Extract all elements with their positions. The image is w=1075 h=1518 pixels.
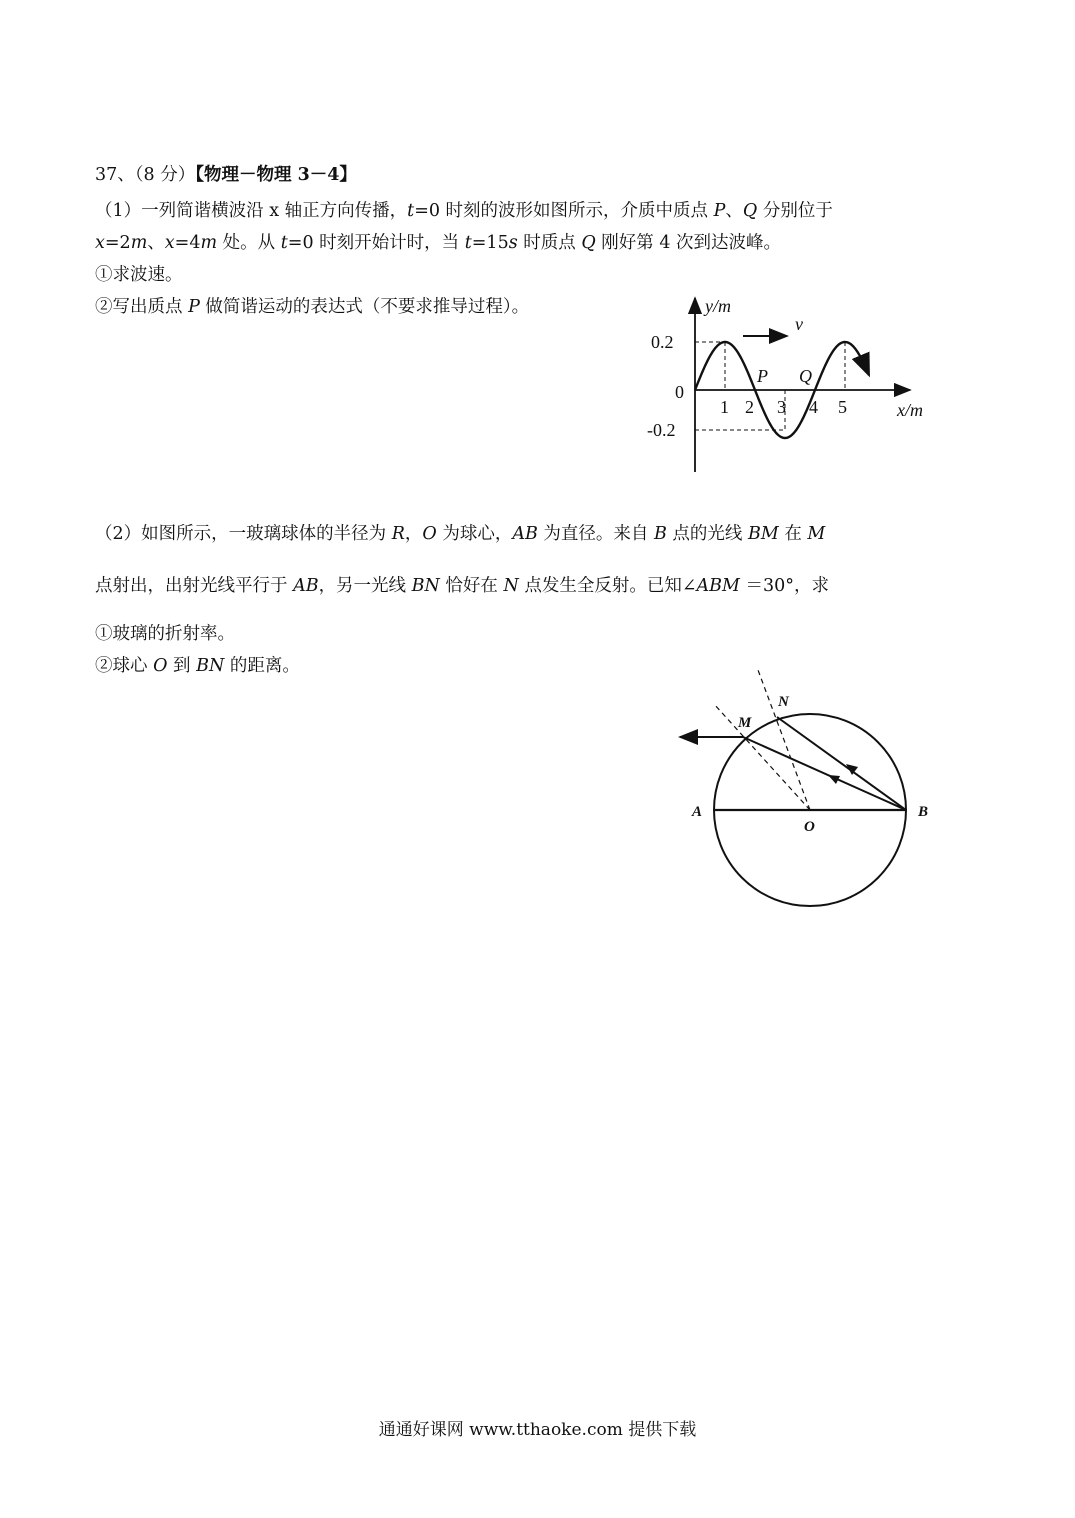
question-header [95, 163, 357, 187]
text: 为球心， [436, 524, 513, 544]
text: ，另一光线 [318, 576, 412, 596]
text: =0 时刻的波形如图所示，介质中质点 [414, 201, 714, 221]
ray-BN [777, 717, 906, 810]
text: 分别位于 [757, 201, 833, 221]
text: 恰好在 [439, 576, 504, 596]
x-tick-4: 4 [809, 397, 818, 417]
var-P: P [713, 201, 726, 221]
var-x: x [95, 233, 105, 253]
point-Q-label: Q [799, 366, 812, 386]
var-Q: Q [581, 233, 596, 253]
var-N: N [503, 576, 519, 596]
part2-sub2 [95, 654, 300, 678]
normal-ON [758, 670, 810, 810]
normal-OM [714, 704, 810, 810]
var-t: t [280, 233, 288, 253]
point-P-label: P [757, 366, 768, 386]
text: （1）一列简谐横波沿 x 轴正方向传播， [95, 201, 408, 221]
var-ABM: ABM [696, 576, 740, 596]
label-A: A [692, 804, 703, 820]
text: ＝30°，求 [739, 576, 830, 596]
part2-sub1: ①玻璃的折射率。 [95, 624, 235, 644]
text: 在 [778, 524, 808, 544]
text: =0 时刻开始计时，当 [287, 233, 465, 253]
part2-line2 [95, 574, 829, 598]
var-B: B [653, 524, 667, 544]
text: 时质点 [517, 233, 582, 253]
ray-BM-arrow [828, 775, 840, 784]
label-M: M [738, 715, 752, 731]
var-BM: BM [747, 524, 779, 544]
ray-BM [743, 737, 906, 810]
y-tick-neg0.2: -0.2 [647, 420, 676, 440]
velocity-label: v [795, 314, 803, 334]
label-N: N [778, 694, 789, 710]
var-O: O [153, 656, 168, 676]
text: （2）如图所示，一玻璃球体的半径为 [95, 524, 392, 544]
x-tick-3: 3 [777, 397, 786, 417]
var-M: M [807, 524, 826, 544]
text: 做简谐运动的表达式（不要求推导过程）。 [199, 297, 530, 317]
unit-s: s [508, 233, 518, 253]
text: 为直径。来自 [537, 524, 654, 544]
part1-sub2 [95, 295, 529, 319]
text: 点射出，出射光线平行于 [95, 576, 294, 596]
text: ， [404, 524, 423, 544]
part2-line1 [95, 522, 825, 546]
sphere-figure [670, 670, 940, 920]
var-R: R [391, 524, 405, 544]
var-t: t [464, 233, 472, 253]
var-Q: Q [742, 201, 758, 221]
question-number: 37、 [95, 165, 135, 185]
text: 点的光线 [666, 524, 748, 544]
unit-m: m [200, 233, 218, 253]
label-O: O [804, 819, 815, 835]
text: =4 [174, 233, 201, 253]
unit-m: m [130, 233, 148, 253]
var-AB: AB [512, 524, 538, 544]
var-x: x [164, 233, 175, 253]
part1-line1 [95, 199, 833, 223]
var-AB: AB [293, 576, 319, 596]
text: 、 [147, 233, 165, 253]
wave-figure [635, 290, 945, 480]
text: =2 [104, 233, 131, 253]
part1-line2 [95, 231, 781, 255]
page-footer: 通通好课网 www.tthaoke.com 提供下载 [378, 1420, 697, 1440]
x-tick-1: 1 [720, 397, 729, 417]
text: ②球心 [95, 656, 154, 676]
text: 处。从 [217, 233, 281, 253]
text: 刚好第 4 次到达波峰。 [595, 233, 782, 253]
x-tick-2: 2 [745, 397, 754, 417]
var-t: t [407, 201, 415, 221]
var-O: O [422, 524, 437, 544]
y-tick-0: 0 [675, 382, 684, 402]
text: =15 [471, 233, 509, 253]
dashed-guides [695, 342, 845, 430]
text: 点发生全反射。已知∠ [518, 576, 697, 596]
label-B: B [918, 804, 929, 820]
text: ②写出质点 [95, 297, 189, 317]
x-tick-5: 5 [838, 397, 847, 417]
text: 、 [725, 201, 743, 221]
var-BN: BN [196, 656, 225, 676]
question-points: （8 分） [134, 165, 196, 185]
text: 到 [167, 656, 197, 676]
question-topic: 【物理－物理 3－4】 [195, 165, 357, 185]
text: 的距离。 [224, 656, 300, 676]
y-axis-label: y/m [705, 296, 731, 316]
part1-sub1: ①求波速。 [95, 265, 183, 285]
x-axis-label: x/m [897, 400, 923, 420]
y-tick-0.2: 0.2 [651, 332, 674, 352]
var-P: P [188, 297, 200, 317]
var-BN: BN [411, 576, 440, 596]
